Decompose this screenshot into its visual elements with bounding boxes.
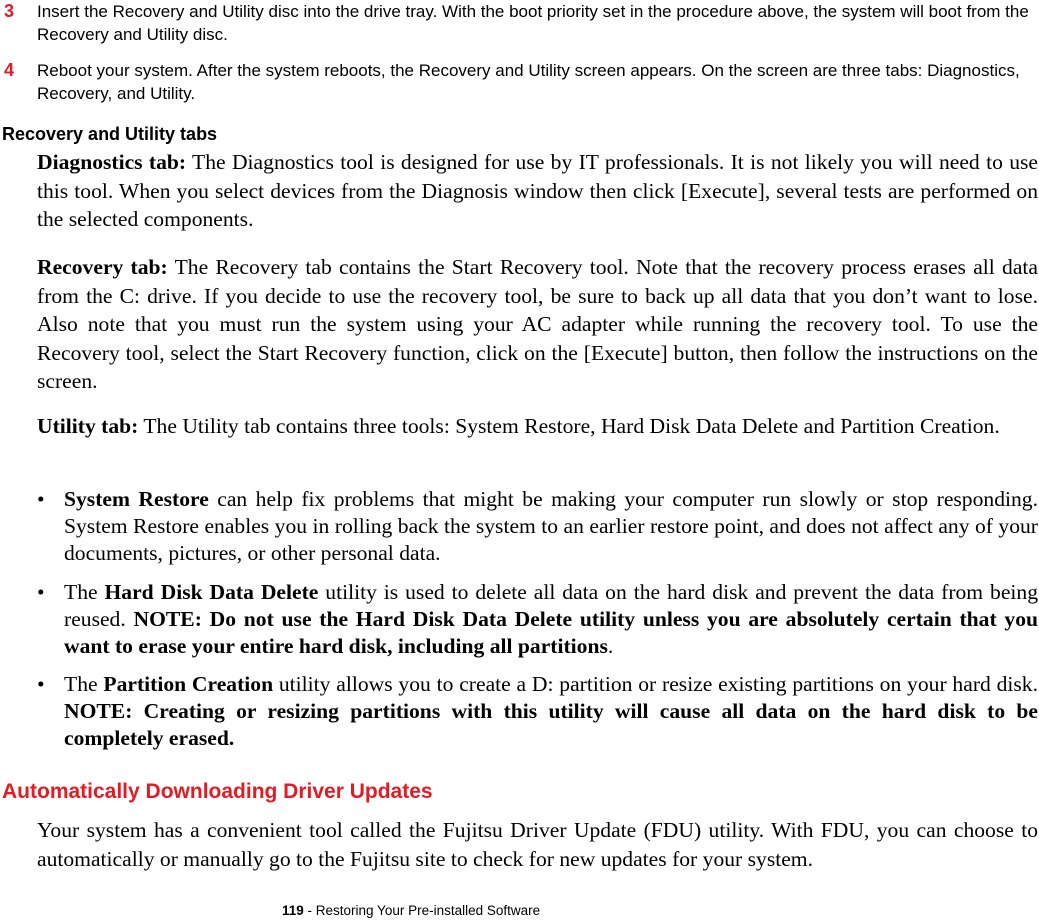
- bullet-icon: •: [37, 672, 45, 696]
- bullet-note: NOTE: Creating or resizing partitions with this utility will cause all data on the hard disk to be completely erased.: [64, 699, 1038, 750]
- step-number: 4: [4, 60, 15, 80]
- page-footer: [282, 903, 540, 918]
- bullet-title: Partition Creation: [103, 672, 274, 696]
- bullet-pre: The: [64, 580, 105, 604]
- recovery-paragraph: [37, 253, 1038, 396]
- bullet-hard-disk-data-delete: [37, 579, 1038, 660]
- footer-text: - Restoring Your Pre-installed Software: [303, 903, 541, 918]
- section-paragraph: Your system has a convenient tool called the Fujitsu Driver Update (FDU) utility. With FDU, you can choose to automatically or manually go to the Fujitsu site to check for new updates for your system.: [37, 818, 1038, 871]
- bullet-partition-creation: [37, 671, 1038, 752]
- diagnostics-paragraph: [37, 148, 1038, 234]
- utility-paragraph: [37, 412, 1038, 441]
- recovery-text: The Recovery tab contains the Start Recovery tool. Note that the recovery process erases all data from the C: drive. If you decide to use the recovery tool, be sure to back up all data that you don’t want to lose. Also note that you must run the system using your AC adapter while running the recovery tool. To use the Recovery tool, select the Start Recovery function, click on the [Execute] button, then follow the instructions on the screen.: [37, 255, 1038, 393]
- step-4: [0, 59, 1030, 105]
- step-number: 3: [4, 1, 15, 21]
- bullet-title: System Restore: [64, 487, 209, 511]
- step-text: Reboot your system. After the system reboots, the Recovery and Utility screen appears. On the screen are three tabs: Diagnostics, Recovery, and Utility.: [37, 61, 1020, 103]
- bullet-icon: •: [37, 580, 45, 604]
- bullet-text: utility is used to delete all data on the hard disk and prevent the data from being reused.: [64, 580, 1038, 631]
- bullet-text: utility allows you to create a D: partition or resize existing partitions on your hard disk.: [273, 672, 1038, 696]
- diagnostics-label: Diagnostics tab:: [37, 150, 187, 174]
- utility-label: Utility tab:: [37, 414, 139, 438]
- section-heading: Automatically Downloading Driver Updates: [2, 780, 433, 803]
- bullet-pre: The: [64, 672, 104, 696]
- bullet-text: can help fix problems that might be making your computer run slowly or stop responding. System Restore enables you in rolling back the system to an earlier restore point, and does not affect any of your documents, pictures, or other personal data.: [64, 487, 1038, 565]
- bullet-end: .: [607, 634, 614, 658]
- bullet-title: Hard Disk Data Delete: [104, 580, 319, 604]
- diagnostics-text: The Diagnostics tool is designed for use by IT professionals. It is not likely you will need to use this tool. When you select devices from the Diagnosis window then click [Execute], several tests are performed on the selected components.: [37, 150, 1038, 231]
- recovery-label: Recovery tab:: [37, 255, 168, 279]
- utility-text: The Utility tab contains three tools: System Restore, Hard Disk Data Delete and Partition Creation.: [138, 414, 1000, 438]
- bullet-icon: •: [37, 487, 45, 511]
- step-text: Insert the Recovery and Utility disc into the drive tray. With the boot priority set in the procedure above, the system will boot from the Recovery and Utility disc.: [37, 2, 1029, 44]
- step-3: [0, 0, 1030, 46]
- subheading: Recovery and Utility tabs: [2, 124, 218, 144]
- page-number: 119: [282, 903, 304, 918]
- bullet-note: NOTE: Do not use the Hard Disk Data Delete utility unless you are absolutely certain that you want to erase your entire hard disk, including all partitions: [64, 607, 1039, 658]
- bullet-system-restore: [37, 486, 1038, 567]
